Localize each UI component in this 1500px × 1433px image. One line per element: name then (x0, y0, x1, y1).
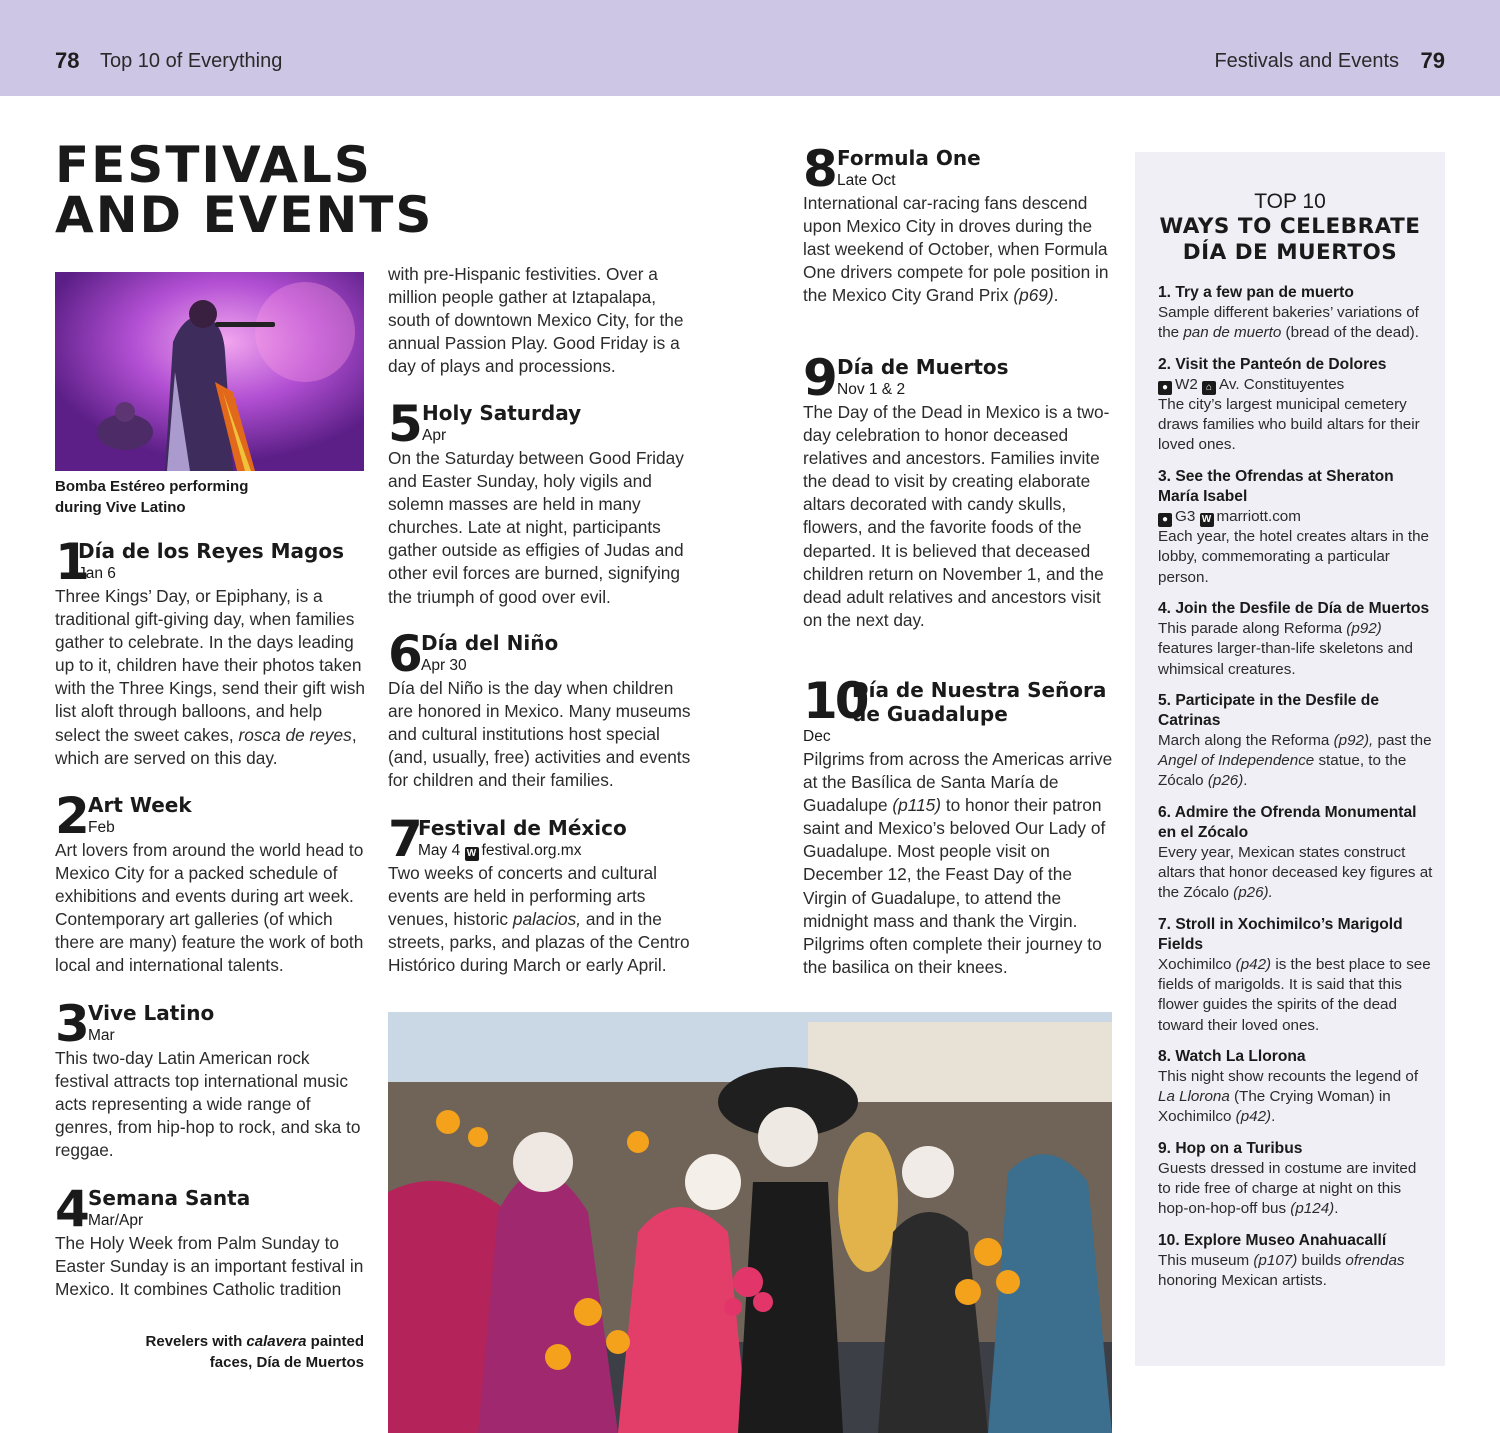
entry-number: 4 (55, 1180, 87, 1238)
entry-date: Mar (88, 1027, 115, 1044)
left-running-head: Top 10 of Everything (100, 50, 283, 72)
entry-date: Jan 6 (78, 565, 116, 582)
top10-sidebar (1135, 152, 1445, 1366)
list-item: 8. Watch La Llorona This night show recounts the legend of La Llorona (The Crying Woman) in Xochimilco (p42). (1158, 1047, 1419, 1126)
festival-entry-5 (388, 395, 698, 609)
entry-text: Pilgrims from across the Americas arrive at the Basílica de Santa María de Guadalupe (p115) to honor their patron saint and Mexico’s beloved Our Lady of Guadalupe. Most people visit on December 12, the Feast Day of the Virgin of Guadalupe, to attend the midnight mass and thank the Virgin. Pilgrims often complete their journey to the basilica on their knees. (803, 749, 1113, 977)
entry-text: International car-racing fans descend upon Mexico City in droves during the last weekend of October, when Formula One drivers compete for pole position in the Mexico City Grand Prix (p69). (803, 193, 1109, 306)
entry-date: Late Oct (837, 172, 896, 189)
entry-date: Feb (88, 819, 115, 836)
festival-entry-4 (55, 1180, 367, 1301)
entry-text: This two-day Latin American rock festival attracts top international music acts representing a wide range of genres, from hip-hop to rock, and ska to reggae. (55, 1048, 361, 1161)
entry-text: Día del Niño is the day when children are honored in Mexico. Many museums and cultural institutions host special (and, usually, free) activities and events for children and their families. (388, 678, 691, 791)
semana-santa-continued: with pre-Hispanic festivities. Over a million people gather at Iztapalapa, south of downtown Mexico City, for the annual Passion Play. Good Friday is a day of plays and processions. (388, 264, 684, 377)
festival-entry-10 (803, 672, 1113, 979)
entry-date: Apr (422, 427, 447, 444)
web-icon: W (465, 847, 479, 861)
page-title: FESTIVALS AND EVENTS (55, 136, 434, 244)
entry-text: On the Saturday between Good Friday and Easter Sunday, holy vigils and solemn masses are held in many churches. Late at night, participants gather outside as effigies of Judas and other evil forces are burned, signifying the triumph of good over evil. (388, 448, 684, 607)
entry-name: Día de los Reyes Magos (78, 539, 345, 563)
entry-number: 8 (803, 140, 835, 198)
festival-entry-2 (55, 787, 367, 978)
entry-text: The Day of the Dead in Mexico is a two-day celebration to honor deceased relatives and ancestors. Families invite the dead to visit by creating elaborate altars decorated with candy skulls, flowers, and the favorite foods of the departed. It is believed that deceased children return on November 1, and the dead adult relatives and ancestors visit on the next day. (803, 402, 1110, 630)
list-item: 3. See the Ofrendas at Sheraton María Isabel ● G3 W marriott.com Each year, the hotel creates altars in the lobby, commemorating a particular person. (1158, 467, 1430, 586)
entry-date: May 4 W festival.org.mx (418, 842, 582, 859)
entry-name: Art Week (88, 793, 192, 817)
entry-date: Mar/Apr (88, 1212, 144, 1229)
web-icon: W (1200, 513, 1214, 527)
festival-entry-9 (803, 349, 1113, 632)
list-item: 4. Join the Desfile de Día de Muertos This parade along Reforma (p92) features larger-than-life skeletons and whimsical creatures. (1158, 599, 1430, 678)
map-pin-icon: ● (1158, 513, 1172, 527)
list-item: 9. Hop on a Turibus Guests dressed in costume are invited to ride free of charge at night on this hop-on-hop-off bus (p124). (1158, 1139, 1417, 1218)
festival-entry-3 (55, 995, 367, 1162)
entry-number: 7 (388, 810, 420, 868)
concert-photo-illustration (55, 272, 364, 471)
sidebar-title: WAYS TO CELEBRATE DÍA DE MUERTOS (1159, 214, 1421, 265)
entry-text: Two weeks of concerts and cultural events are held in performing arts venues, historic palacios, and in the streets, parks, and plazas of the Centro Histórico during March or early April. (388, 863, 690, 976)
list-item: 1. Try a few pan de muerto Sample different bakeries’ variations of the pan de muerto (bread of the dead). (1158, 284, 1419, 342)
house-icon: ⌂ (1202, 381, 1216, 395)
revelers-photo-illustration (388, 1012, 1112, 1433)
revelers-photo-caption: Revelers with calavera painted faces, Día de Muertos (145, 1333, 364, 1371)
page-header (0, 0, 1500, 96)
list-item: 7. Stroll in Xochimilco’s Marigold Fields Xochimilco (p42) is the best place to see fields of marigolds. It is said that this flower guides the spirits of the dead toward their loved ones. (1158, 915, 1431, 1034)
entry-number: 9 (803, 349, 835, 407)
entry-date: Dec (803, 728, 831, 745)
entry-name: Semana Santa (88, 1186, 251, 1210)
entry-date: Apr 30 (421, 657, 467, 674)
entry-name: Holy Saturday (422, 401, 582, 425)
map-pin-icon: ● (1158, 381, 1172, 395)
entry-name: Festival de México (418, 816, 627, 840)
entry-website[interactable]: festival.org.mx (481, 842, 582, 859)
right-running-head: Festivals and Events (1214, 50, 1399, 72)
festival-entry-6 (388, 625, 698, 792)
entry-number: 1 (55, 533, 87, 591)
sidebar-list (1158, 283, 1433, 1302)
entry-name: Día del Niño (421, 631, 559, 655)
list-item: 2. Visit the Panteón de Dolores ● W2 ⌂ Av. Constituyentes The city’s largest municipal cemetery draws families who build altars for their loved ones. (1158, 355, 1420, 454)
list-item: 10. Explore Museo Anahuacallí This museum (p107) builds ofrendas honoring Mexican artists. (1158, 1231, 1405, 1289)
entry-number: 10 (803, 672, 867, 730)
left-page-number: 78 (55, 48, 80, 73)
entry-number: 2 (55, 787, 87, 845)
entry-name: Vive Latino (88, 1001, 215, 1025)
revelers-photo (388, 1012, 1112, 1433)
festival-entry-1 (55, 533, 367, 770)
entry-name: Día de Nuestra Señora (852, 678, 1107, 702)
entry-name: Día de Muertos (837, 355, 1009, 379)
entry-name: Formula One (837, 146, 981, 170)
entry-number: 3 (55, 995, 87, 1053)
concert-photo (55, 272, 364, 471)
festival-entry-7 (388, 810, 698, 977)
entry-text: Art lovers from around the world head to Mexico City for a packed schedule of exhibitions and events during art week. Contemporary art galleries (of which there are many) feature the work of both local and international talents. (55, 840, 364, 976)
concert-photo-caption: Bomba Estéreo performing during Vive Latino (55, 478, 249, 516)
entry-text: Three Kings’ Day, or Epiphany, is a traditional gift-giving day, when families gather to celebrate. In the days leading up to it, children have their photos taken with the Three Kings, send their gift wish list aloft through balloons, and help select the sweet cakes, rosca de reyes, which are served on this day. (55, 586, 365, 768)
list-item: 5. Participate in the Desfile de Catrinas March along the Reforma (p92), past the Angel of Independence statue, to the Zócalo (p26). (1158, 691, 1432, 790)
entry-number: 5 (388, 395, 420, 453)
list-item: 6. Admire the Ofrenda Monumental en el Zócalo Every year, Mexican states construct altars that honor deceased key figures at the Zócalo (p26). (1158, 803, 1433, 902)
entry-text: The Holy Week from Palm Sunday to Easter Sunday is an important festival in Mexico. It combines Catholic tradition (55, 1233, 364, 1300)
sidebar-kicker: TOP 10 (1254, 190, 1326, 213)
entry-number: 6 (388, 625, 420, 683)
entry-date: Nov 1 & 2 (837, 381, 906, 398)
entry-name-line2: de Guadalupe (852, 702, 1008, 726)
festival-entry-8 (803, 140, 1113, 307)
right-page-number: 79 (1420, 48, 1445, 73)
